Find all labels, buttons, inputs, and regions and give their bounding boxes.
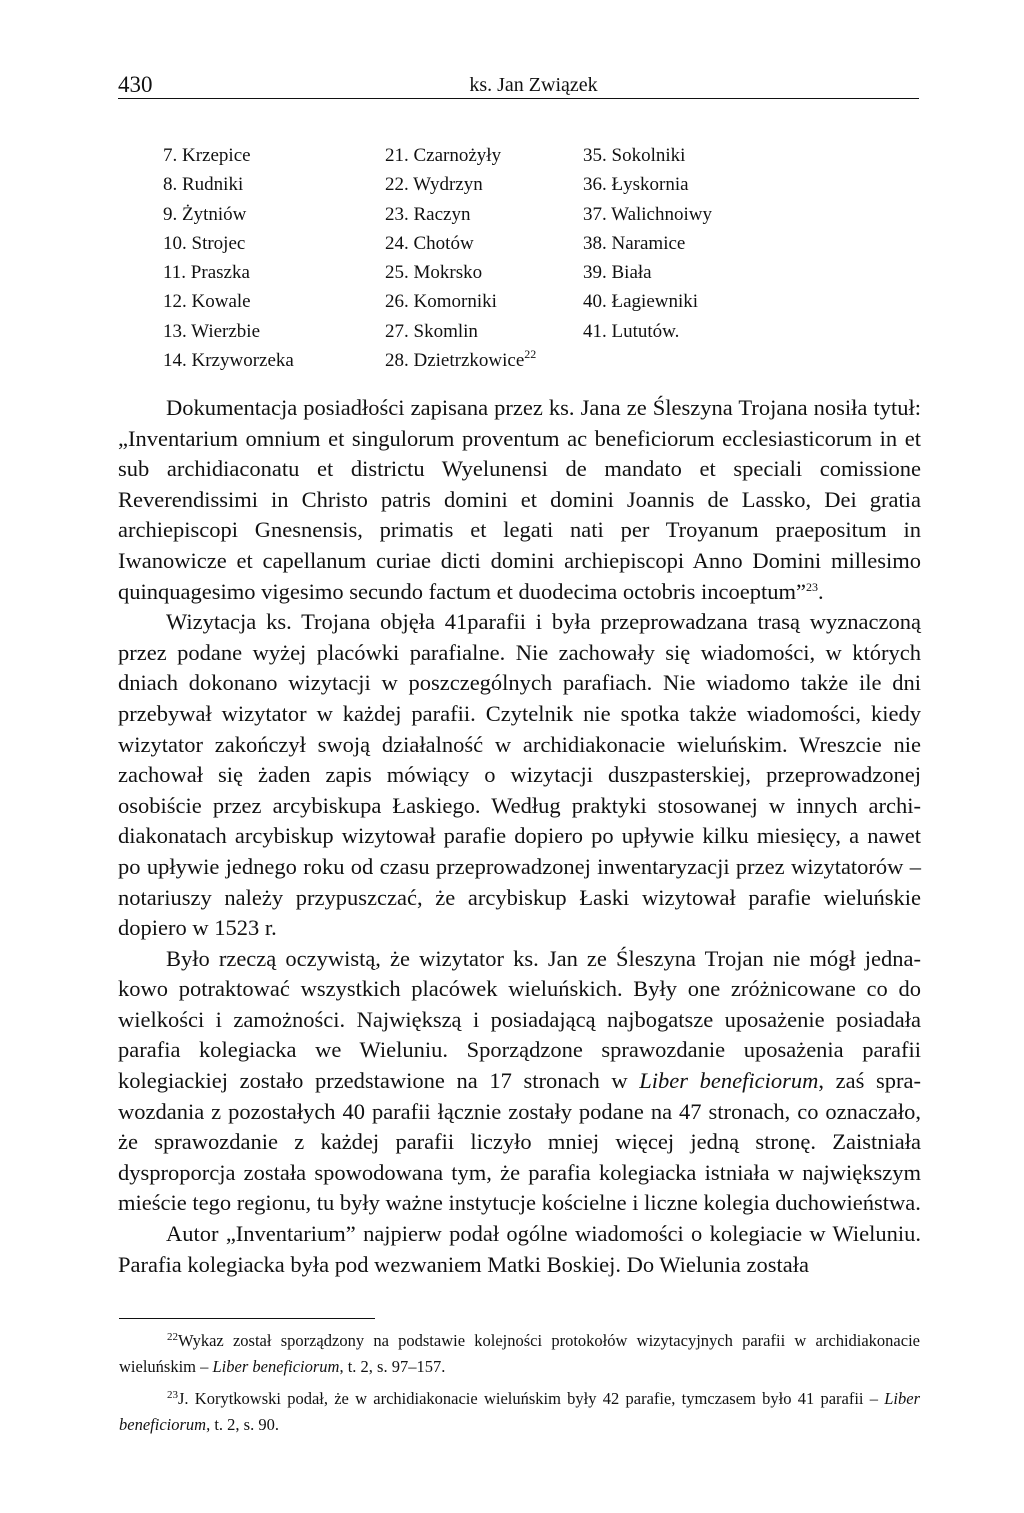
paragraph [118, 393, 921, 607]
list-item: 37. Walichnoiwy [583, 203, 712, 225]
footnote [119, 1386, 920, 1438]
paragraph: Autor „Inventarium” najpierw podał ogólne wiadomości o kolegiacie w Wieluniu. Parafia kolegiacka była pod wezwaniem Matki Boskiej. Do Wielunia została [118, 1221, 921, 1277]
parish-list-column-2 [385, 141, 536, 375]
footnote-rule [119, 1318, 375, 1319]
page-header [118, 72, 919, 98]
footnote-mark: 22 [167, 1331, 178, 1343]
list-item: 7. Krzepice [163, 145, 251, 166]
list-item: 23. Raczyn [385, 203, 471, 225]
footnotes [119, 1328, 920, 1444]
parish-list-column-1 [163, 141, 294, 375]
list-item: 21. Czarnożyły [385, 145, 502, 166]
footnote-ref-23[interactable]: 23 [805, 579, 818, 594]
footnote-italic: Liber beneficiorum [212, 1357, 340, 1376]
list-item: 13. Wierzbie [163, 320, 261, 342]
footnote-mark: 23 [167, 1389, 178, 1401]
footnote [119, 1328, 920, 1380]
list-item: 38. Naramice [583, 232, 686, 254]
list-item: 12. Kowale [163, 291, 251, 313]
list-item: 27. Skomlin [385, 320, 478, 342]
list-item: 40. Łagiewniki [583, 291, 699, 313]
paragraph-text: , zaś sprawozdania z pozostałych 40 parafii łącznie zostały podane na 47 stronach, co oznaczało, że sprawozdanie z każdej parafii liczyło mniej więcej jedną stronę. Zaistniała dysproporcja została spowodowana tym, że parafia kolegiacka istniała w największym mieście tego regionu, tu były ważne instytucje kościelne i liczne kolegia duchowieństwa. [118, 1068, 921, 1216]
italic-title: Liber beneficiorum [639, 1068, 819, 1094]
footnote-text: , t. 2, s. 97–157. [339, 1357, 446, 1376]
list-item: 25. Mokrsko [385, 262, 483, 284]
list-item: 26. Komorniki [385, 291, 497, 313]
paragraph-text: Dokumentacja posiadłości zapisana przez ks. Jana ze Śleszyna Trojana nosiła tytuł: „Inventarium omnium et singulorum proventum ac beneficiorum ecclesiasticorum in et sub archidiaconatu et districtu Wyelunensi de mandato et speciali comissione Reverendissimi in Christo patris domini et domini Joannis de Lassko, Dei gratia archiepiscopi Gnesnensis, primatis et legati nati per Troyanum praepositum in Iwanowicze et capellanum curiae dicti domini archiepiscopi Anno Domini millesimo quinquagesimo vigesimo secundo factum et duodecima octobris incoeptum” [118, 395, 921, 604]
list-item: 11. Praszka [163, 262, 250, 284]
paragraph: Wizytacja ks. Trojana objęła 41parafii i była przeprowadzana trasą wyznaczoną przez podane wyżej placówki parafialne. Nie zachowały się wiadomości, w których dniach dokonano wizytacji w poszczególnych parafiach. Nie wiadomo także ile dni przebywał wizytator w każdej parafii. Czytelnik nie spotka także wiadomości, kiedy wizytator zakończył swoją działalność w archidiakonacie wieluńskim. Wreszcie nie zachował się żaden zapis mówiący o wizytacji duszpasterskiej, przeprowadzonej osobiście przez arcybiskupa Łaskiego. Według praktyki stosowanej w innych archidiakonatach arcybiskup wizytował parafie dopiero po upływie kilku miesięcy, a nawet po upływie jednego roku od czasu przeprowadzonej inwentaryzacji przez wizytatorów – notariuszy należy przypuszczać, że arcybiskup Łaski wizytował parafie wieluńskie dopiero w 1523 r. [118, 609, 921, 941]
parish-list-column-3 [583, 141, 712, 346]
list-item: 24. Chotów [385, 232, 474, 254]
list-item: 41. Lututów. [583, 320, 680, 342]
list-item: 39. Biała [583, 262, 652, 284]
paragraph-text: Było rzeczą oczywistą, że wizytator ks. Jan ze Śleszyna Trojan nie mógł jednakowo potraktować wszystkich placówek wieluńskich. Były one zróżnicowane co do wielkości i zamożności. Największą i posiadającą najbogatsze uposażenie posiadała parafia kolegiacka we Wieluniu. Sporządzone sprawozdanie uposażenia parafii kolegiackiej zostało przedstawione na 17 stronach w [118, 945, 921, 1094]
list-item: 14. Krzyworzeka [163, 350, 294, 372]
footnote-ref-22[interactable]: 22 [524, 347, 537, 362]
list-item: 35. Sokolniki [583, 145, 686, 166]
list-item-with-note [385, 346, 536, 375]
paragraph-tail: . [817, 578, 824, 604]
list-item: 9. Żytniów [163, 203, 247, 225]
list-item: 22. Wydrzyn [385, 174, 483, 196]
footnote-text: , t. 2, s. 90. [206, 1415, 279, 1434]
list-item-label: 28. Dzietrzkowice [385, 350, 525, 372]
page-number: 430 [118, 72, 153, 97]
list-item: 10. Strojec [163, 232, 246, 254]
body-text [118, 393, 921, 1280]
header-rule [118, 98, 919, 99]
running-head: ks. Jan Związek [469, 74, 598, 96]
footnote-text: Wykaz został sporządzony na podstawie kolejności protokołów wizytacyjnych parafii w archidiakonacie wieluńskim – [119, 1331, 920, 1376]
list-item: 36. Łyskornia [583, 174, 689, 196]
list-item: 8. Rudniki [163, 174, 244, 196]
footnote-italic: Liber beneficiorum [119, 1389, 920, 1434]
footnote-text: J. Korytkowski podał, że w archidiakonacie wieluńskim były 42 parafie, tymczasem było 41 parafii – [178, 1389, 885, 1408]
paragraph [118, 944, 921, 1219]
